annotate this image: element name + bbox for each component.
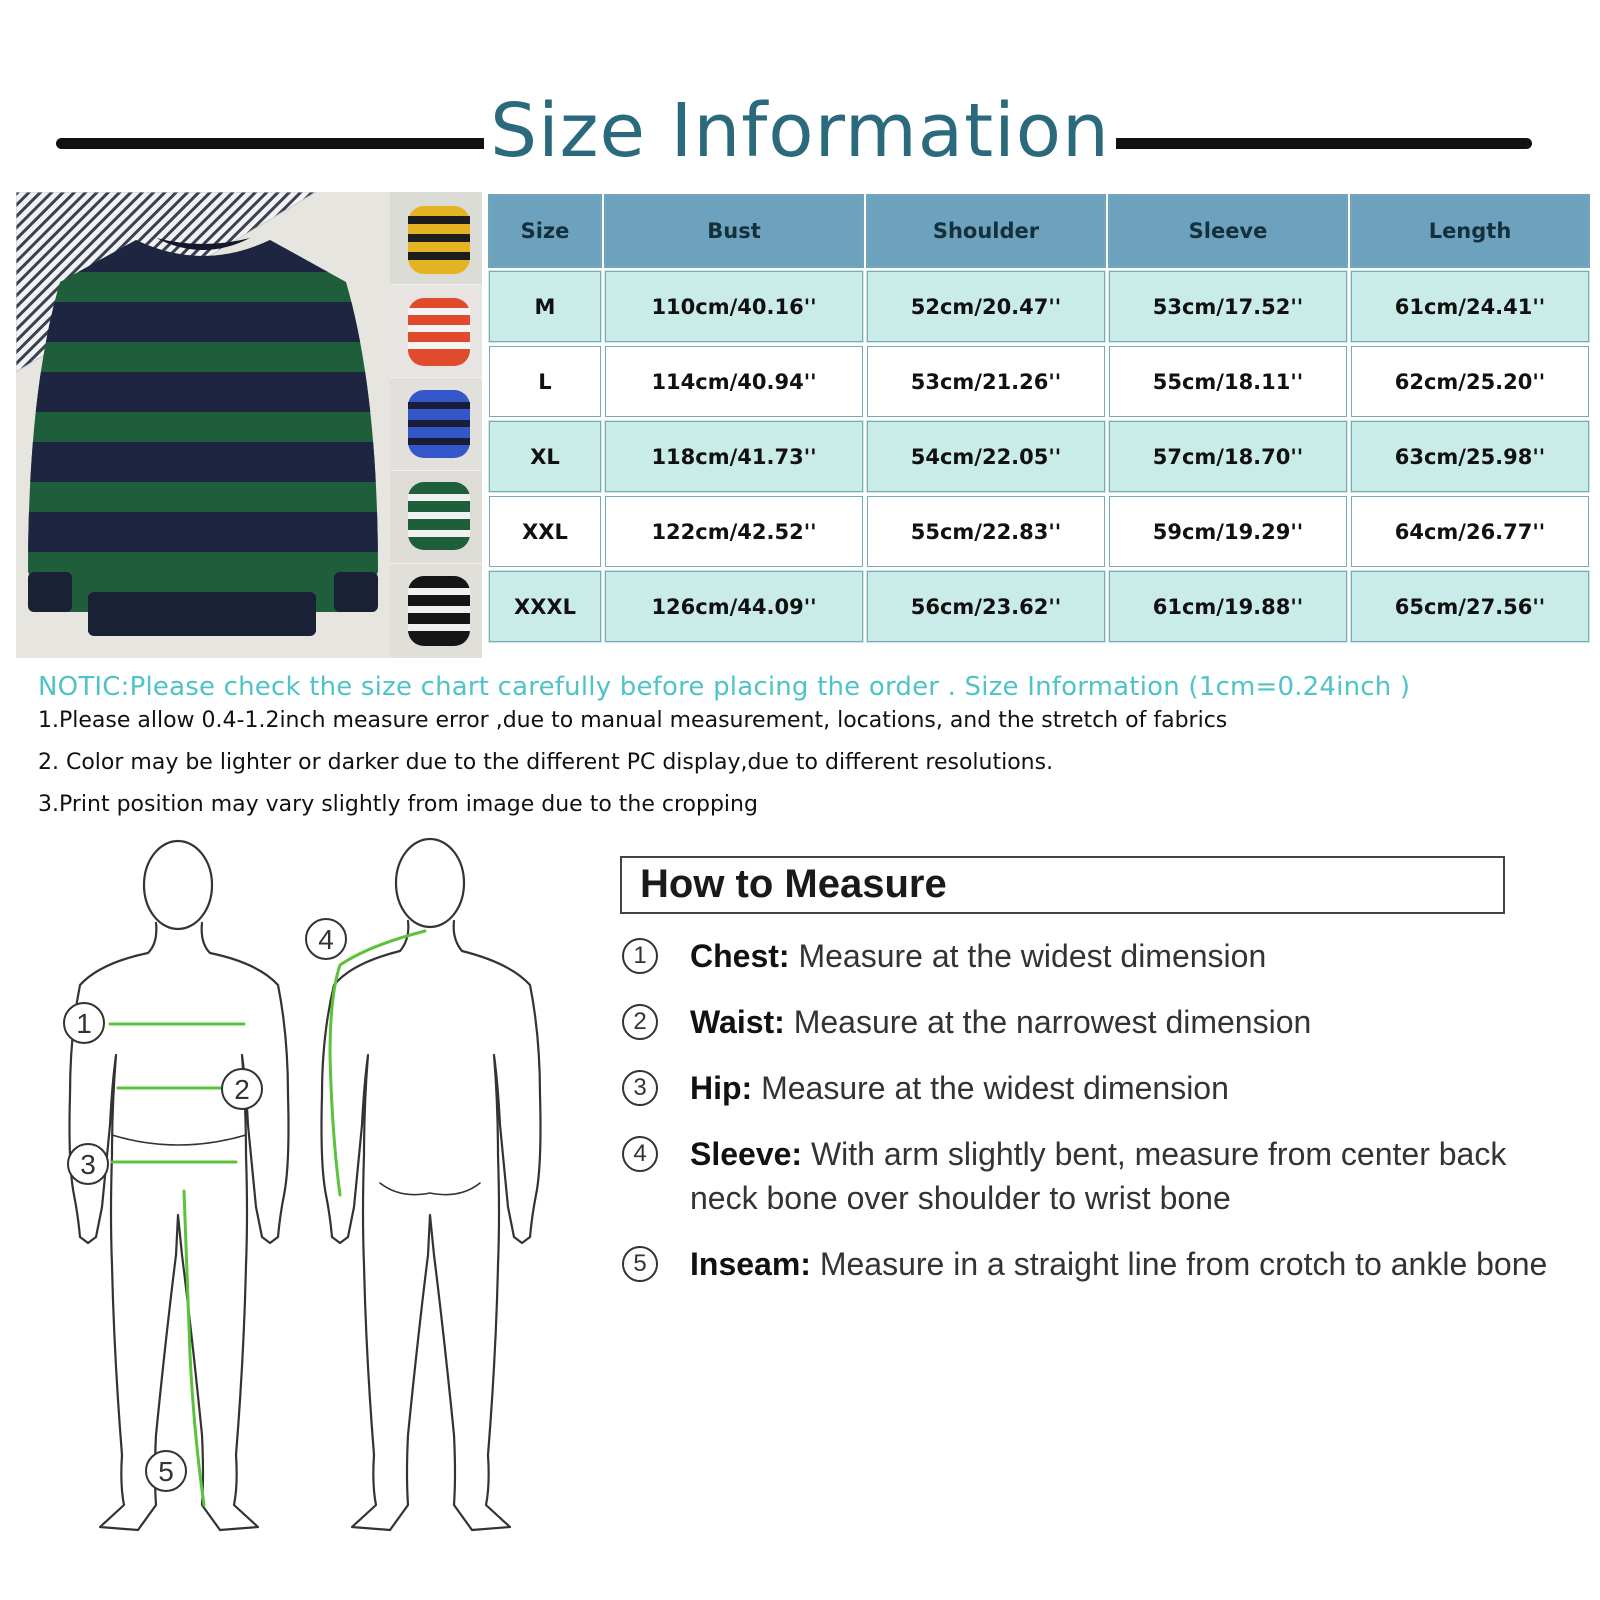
step-waist-text: Measure at the narrowest dimension (793, 1004, 1312, 1040)
variant-green-stripe[interactable] (390, 471, 482, 563)
cell-shoulder: 55cm/22.83'' (865, 494, 1107, 569)
variant-black-stripe[interactable] (390, 564, 482, 658)
step-number-3: 3 (622, 1070, 658, 1106)
cell-shoulder: 53cm/21.26'' (865, 344, 1107, 419)
cell-shoulder: 56cm/23.62'' (865, 569, 1107, 644)
variant-red-stripe[interactable] (390, 285, 482, 377)
step-inseam-label: Inseam: (690, 1246, 811, 1282)
step-chest-text: Measure at the widest dimension (798, 938, 1267, 974)
color-variant-thumbnails (390, 192, 482, 658)
step-waist (690, 1000, 1550, 1044)
step-chest-label: Chest: (690, 938, 790, 974)
step-number-2: 2 (622, 1004, 658, 1040)
step-inseam-text: Measure in a straight line from crotch to ankle bone (819, 1246, 1548, 1282)
step-number-4: 4 (622, 1136, 658, 1172)
size-chart-table (486, 192, 1592, 645)
column-header-bust: Bust (603, 193, 865, 269)
cell-shoulder: 52cm/20.47'' (865, 269, 1107, 344)
notice-item-2: 2. Color may be lighter or darker due to the different PC display,due to different resolutions. (38, 750, 1054, 775)
column-header-sleeve: Sleeve (1107, 193, 1349, 269)
step-sleeve-text: With arm slightly bent, measure from center back neck bone over shoulder to wrist bone (690, 1136, 1507, 1216)
page-title-text: Size Information (484, 88, 1116, 174)
cell-bust: 118cm/41.73'' (603, 419, 865, 494)
front-body-figure (70, 841, 289, 1530)
table-row (487, 494, 1591, 569)
cell-sleeve: 61cm/19.88'' (1107, 569, 1349, 644)
notice-item-3: 3.Print position may vary slightly from image due to the cropping (38, 792, 758, 817)
table-row (487, 569, 1591, 644)
step-inseam (690, 1242, 1550, 1286)
cell-size: XXXL (487, 569, 603, 644)
product-photo (16, 192, 390, 658)
cell-size: XXL (487, 494, 603, 569)
column-header-size: Size (487, 193, 603, 269)
variant-yellow-stripe[interactable] (390, 192, 482, 284)
cell-bust: 122cm/42.52'' (603, 494, 865, 569)
back-body-figure (322, 839, 541, 1530)
cell-length: 65cm/27.56'' (1349, 569, 1591, 644)
step-sleeve-label: Sleeve: (690, 1136, 803, 1172)
how-to-measure-title: How to Measure (640, 862, 947, 906)
cell-size: L (487, 344, 603, 419)
column-header-shoulder: Shoulder (865, 193, 1107, 269)
step-hip-text: Measure at the widest dimension (761, 1070, 1229, 1106)
sweater-illustration (16, 192, 390, 658)
notice-item-1: 1.Please allow 0.4-1.2inch measure error ,due to manual measurement, locations, and the stretch of fabrics (38, 708, 1228, 733)
variant-blue-stripe[interactable] (390, 378, 482, 470)
table-row (487, 419, 1591, 494)
step-waist-label: Waist: (690, 1004, 785, 1040)
cell-sleeve: 53cm/17.52'' (1107, 269, 1349, 344)
table-row (487, 269, 1591, 344)
page-title (0, 86, 1600, 176)
figure-marker-5-label: 5 (158, 1456, 174, 1487)
sweater-hem (88, 592, 316, 636)
inseam-measure-line (184, 1191, 204, 1505)
step-number-1: 1 (622, 938, 658, 974)
step-number-5: 5 (622, 1246, 658, 1282)
sleeve-measure-line (330, 931, 425, 1195)
cell-length: 64cm/26.77'' (1349, 494, 1591, 569)
figure-marker-4-label: 4 (318, 924, 334, 955)
step-hip-label: Hip: (690, 1070, 753, 1106)
cell-length: 62cm/25.20'' (1349, 344, 1591, 419)
cell-size: M (487, 269, 603, 344)
cell-length: 61cm/24.41'' (1349, 269, 1591, 344)
cell-size: XL (487, 419, 603, 494)
cell-bust: 126cm/44.09'' (603, 569, 865, 644)
cell-sleeve: 59cm/19.29'' (1107, 494, 1349, 569)
figure-marker-1-label: 1 (76, 1008, 92, 1039)
column-header-length: Length (1349, 193, 1591, 269)
table-header-row (487, 193, 1591, 269)
figure-marker-3-label: 3 (80, 1149, 96, 1180)
cell-bust: 114cm/40.94'' (603, 344, 865, 419)
figure-marker-2-label: 2 (234, 1074, 250, 1105)
cell-sleeve: 55cm/18.11'' (1107, 344, 1349, 419)
step-sleeve (690, 1132, 1550, 1220)
step-hip (690, 1066, 1550, 1110)
sweater-body (16, 232, 390, 652)
cell-sleeve: 57cm/18.70'' (1107, 419, 1349, 494)
cell-bust: 110cm/40.16'' (603, 269, 865, 344)
step-chest (690, 934, 1550, 978)
cell-length: 63cm/25.98'' (1349, 419, 1591, 494)
table-row (487, 344, 1591, 419)
notice-headline: NOTIC:Please check the size chart carefully before placing the order . Size Information (1cm=0.24inch ) (38, 672, 1411, 702)
measurement-figures (40, 835, 580, 1575)
cell-shoulder: 54cm/22.05'' (865, 419, 1107, 494)
